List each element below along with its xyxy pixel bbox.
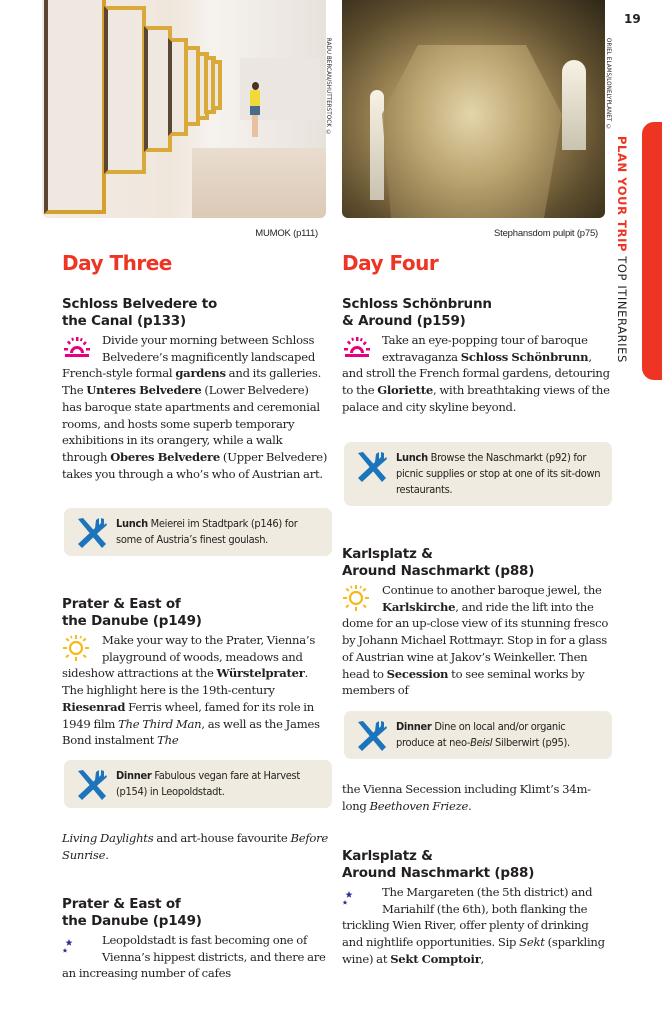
itinerary-section-evening bbox=[62, 896, 330, 982]
day-four-column bbox=[342, 248, 610, 296]
moon-icon bbox=[342, 885, 382, 917]
section-body: Make your way to the Prater, Vienna’s playground of woods, meadows and sideshow attractions at the Würstelprater. The highlight here is the 19th-century Riesenrad Ferris wheel, famed for its role in 1949 film The Third Man, as well as the James Bond instalment The bbox=[62, 633, 320, 748]
photo-stephansdom-pulpit bbox=[342, 0, 605, 218]
sunrise-icon bbox=[62, 333, 102, 365]
photo-caption-left: MUMOK (p111) bbox=[255, 228, 318, 239]
itinerary-section-afternoon bbox=[62, 596, 330, 749]
section-body-continued: Living Daylights and art-house favourite Before Sunrise. bbox=[62, 831, 329, 862]
fork-knife-icon bbox=[74, 768, 110, 807]
sun-icon bbox=[62, 633, 102, 665]
day-three-column bbox=[62, 248, 330, 296]
section-body: Divide your morning between Schloss Belvedere’s magnificently landscaped French-style formal gardens and its galleries. The Unteres Belvedere (Lower Belvedere) has baroque state apartments and ceremonial rooms, and hosts some superb temporary exhibitions in its orangery, while a walk through Oberes Belvedere (Upper Belvedere) takes you through a who’s who of Austrian art. bbox=[62, 333, 328, 481]
section-body: The Margareten (the 5th district) and Mariahilf (the 6th), both flanking the trickling Wien River, offer plenty of drinking and nightlife opportunities. Sip Sekt (sparkling wine) at Sekt Comptoir, bbox=[342, 885, 605, 966]
dinner-tip-box: Dinner Dine on local and/or organic produce at neo-Beisl Silberwirt (p95). bbox=[344, 711, 612, 759]
section-body: Leopoldstadt is fast becoming one of Vienna’s hippest districts, and there are an increasing number of cafes bbox=[62, 933, 326, 981]
itinerary-section-evening bbox=[342, 848, 610, 968]
day-title: Day Three bbox=[62, 251, 172, 275]
section-heading: Schloss Belvedere to the Canal (p133) bbox=[62, 296, 218, 329]
photo-caption-right: Stephansdom pulpit (p75) bbox=[494, 228, 598, 239]
section-heading: Schloss Schönbrunn & Around (p159) bbox=[342, 296, 492, 329]
itinerary-section-afternoon bbox=[342, 546, 610, 699]
section-body: Continue to another baroque jewel, the Karlskirche, and ride the lift into the dome for an up-close view of its stunning fresco by Johann Michael Rottmayr. Stop in for a glass of Austrian wine at Jakov’s Weinkeller. Then head to Secession to see seminal works by members of bbox=[342, 583, 609, 698]
subsection-name: TOP ITINERARIES bbox=[615, 256, 629, 363]
section-body-continued: the Vienna Secession including Klimt’s 34m-long Beethoven Frieze. bbox=[342, 782, 591, 813]
chapter-title bbox=[615, 136, 629, 363]
section-heading: Prater & East of the Danube (p149) bbox=[62, 596, 202, 629]
photo-mumok bbox=[42, 0, 326, 218]
lunch-tip-box: Lunch Meierei im Stadtpark (p146) for some of Austria’s finest goulash. bbox=[64, 508, 332, 556]
sunrise-icon bbox=[342, 333, 382, 365]
section-heading: Karlsplatz & Around Naschmarkt (p88) bbox=[342, 546, 535, 579]
section-body: Take an eye-popping tour of baroque extravaganza Schloss Schönbrunn, and stroll the French formal gardens, detouring to the Gloriette, with breathtaking views of the palace and city skyline beyond. bbox=[342, 333, 610, 414]
page-number: 19 bbox=[624, 12, 641, 26]
section-heading: Karlsplatz & Around Naschmarkt (p88) bbox=[342, 848, 535, 881]
itinerary-section-morning bbox=[342, 296, 610, 416]
dinner-tip-box: Dinner Fabulous vegan fare at Harvest (p154) in Leopoldstadt. bbox=[64, 760, 332, 808]
moon-icon bbox=[62, 933, 102, 965]
section-heading: Prater & East of the Danube (p149) bbox=[62, 896, 202, 929]
day-title: Day Four bbox=[342, 251, 439, 275]
fork-knife-icon bbox=[354, 450, 390, 489]
chapter-tab[interactable] bbox=[642, 122, 662, 380]
lunch-tip-box: Lunch Browse the Naschmarkt (p92) for picnic supplies or stop at one of its sit-down restaurants. bbox=[344, 442, 612, 506]
itinerary-section-morning bbox=[62, 296, 330, 482]
photo-credit-right: ORIEL ELAMS/LONELYPLANET © bbox=[605, 38, 612, 131]
sun-icon bbox=[342, 583, 382, 615]
photo-credit-left: RADU BERCAN/SHUTTERSTOCK © bbox=[325, 38, 332, 137]
fork-knife-icon bbox=[354, 719, 390, 758]
fork-knife-icon bbox=[74, 516, 110, 555]
section-name: PLAN YOUR TRIP bbox=[615, 136, 629, 252]
